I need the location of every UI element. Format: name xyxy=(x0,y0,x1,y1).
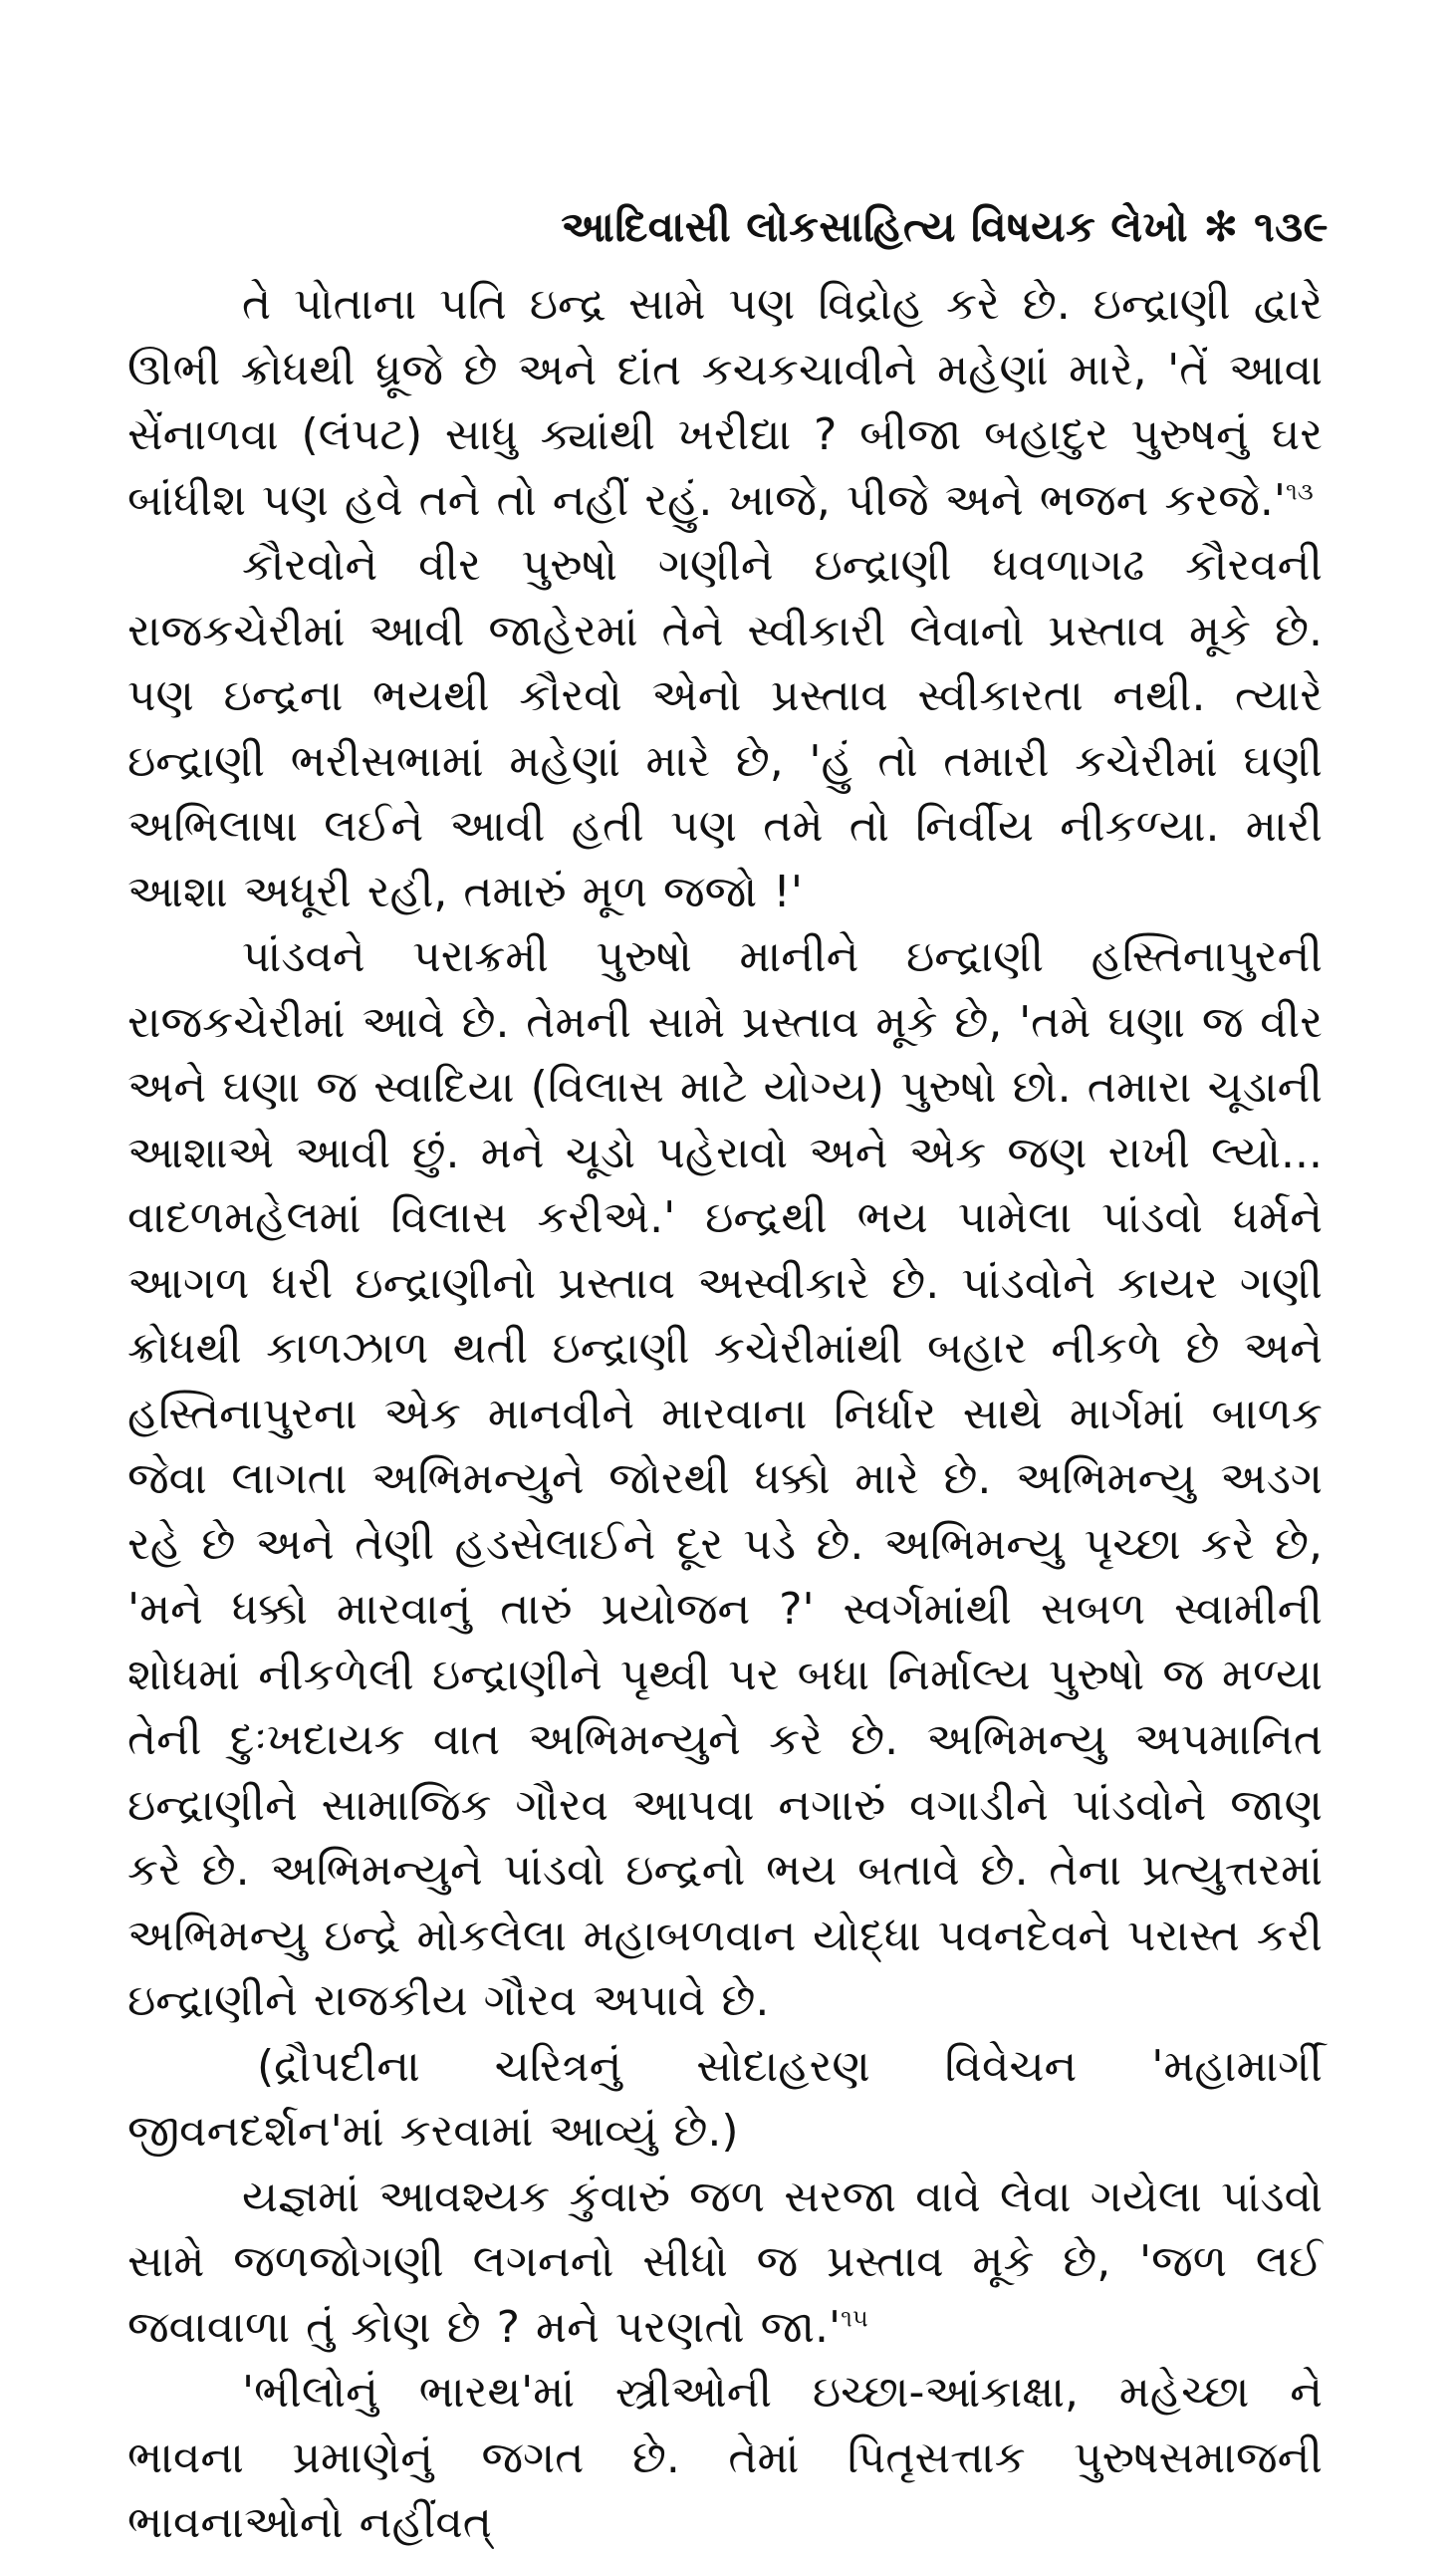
paragraph-text: પાંડવને પરાક્રમી પુરુષો માનીને ઇન્દ્રાણી હસ્તિનાપુરની રાજકચેરીમાં આવે છે. તેમની સામે પ્રસ્તાવ મૂકે છે, 'તમે ઘણા જ વીર અને ઘણા જ સ્વાદિયા (વિલાસ માટે યોગ્ય) પુરુષો છો. તમારા ચૂડાની આશાએ આવી છું. મને ચૂડો પહેરાવો અને એક જણ રાખી લ્યો... વાદળમહેલમાં વિલાસ કરીએ.' ઇન્દ્રથી ભય પામેલા પાંડવો ધર્મને આગળ ધરી ઇન્દ્રાણીનો પ્રસ્તાવ અસ્વીકારે છે. પાંડવોને કાયર ગણી ક્રોધથી કાળઝાળ થતી ઇન્દ્રાણી કચેરીમાંથી બહાર નીકળે છે અને હસ્તિનાપુરના એક માનવીને મારવાના નિર્ધાર સાથે માર્ગમાં બાળક જેવા લાગતા અભિમન્યુને જોરથી ધક્કો મારે છે. અભિમન્યુ અડગ રહે છે અને તેણી હડસેલાઈને દૂર પડે છે. અભિમન્યુ પૃચ્છા કરે છે, 'મને ધક્કો મારવાનું તારું પ્રયોજન ?' સ્વર્ગમાંથી સબળ સ્વામીની શોધમાં નીકળેલી ઇન્દ્રાણીને પૃથ્વી પર બધા નિર્માલ્ય પુરુષો જ મળ્યા તેની દુઃખદાયક વાત અભિમન્યુને કરે છે. અભિમન્યુ અપમાનિત ઇન્દ્રાણીને સામાજિક ગૌરવ આપવા નગારું વગાડીને પાંડવોને જાણ કરે છે. અભિમન્યુને પાંડવો ઇન્દ્રનો ભય બતાવે છે. તેના પ્રત્યુત્તરમાં અભિમન્યુ ઇન્દ્રે મોકલેલા મહાબળવાન યોદ્ધા પવનદેવને પરાસ્ત કરી ઇન્દ્રાણીને રાજકીય ગૌરવ અપાવે છે. xyxy=(127,931,1323,2026)
paragraph-indra-rebellion xyxy=(127,272,1323,533)
paragraph-draupadi-note xyxy=(127,2034,1323,2165)
paragraph-text: તે પોતાના પતિ ઇન્દ્ર સામે પણ વિદ્રોહ કરે છે. ઇન્દ્રાણી દ્વારે ઊભી ક્રોધથી ધ્રૂજે છે અને દાંત કચકચાવીને મહેણાં મારે, 'તેં આવા સેંનાળવા (લંપટ) સાધુ ક્યાંથી ખરીદ્યા ? બીજા બહાદુર પુરુષનું ઘર બાંધીશ પણ હવે તને તો નહીં રહું. ખાજે, પીજે અને ભજન કરજે.' xyxy=(127,279,1323,526)
paragraph-bhilo-nu-bharath xyxy=(127,2360,1323,2556)
paragraph-text: 'ભીલોનું ભારથ'માં સ્ત્રીઓની ઇચ્છા-આંકાક્ષા, મહેચ્છા ને ભાવના પ્રમાણેનું જગત છે. તેમાં પિતૃસત્તાક પુરુષસમાજની ભાવનાઓનો નહીંવત્ xyxy=(127,2367,1323,2548)
paragraph-text: યજ્ઞમાં આવશ્યક કુંવારું જળ સરજા વાવે લેવા ગયેલા પાંડવો સામે જળજોગણી લગનનો સીધો જ પ્રસ્તાવ મૂકે છે, 'જળ લઈ જવાવાળા તું કોણ છે ? મને પરણતો જા.' xyxy=(127,2171,1323,2353)
paragraph-jaljogani xyxy=(127,2165,1323,2361)
paragraph-text: (દ્રૌપદીના ચરિત્રનું સોદાહરણ વિવેચન 'મહામાર્ગી જીવનદર્શન'માં કરવામાં આવ્યું છે.) xyxy=(127,2040,1323,2157)
paragraph-text: કૌરવોને વીર પુરુષો ગણીને ઇન્દ્રાણી ધવળાગઢ કૌરવની રાજકચેરીમાં આવી જાહેરમાં તેને સ્વીકારી લેવાનો પ્રસ્તાવ મૂકે છે. પણ ઇન્દ્રના ભયથી કૌરવો એનો પ્રસ્તાવ સ્વીકારતા નથી. ત્યારે ઇન્દ્રાણી ભરીસભામાં મહેણાં મારે છે, 'હું તો તમારી કચેરીમાં ઘણી અભિલાષા લઈને આવી હતી પણ તમે તો નિર્વીય નીકળ્યા. મારી આશા અધૂરી રહી, તમારું મૂળ જજો !' xyxy=(127,540,1323,917)
paragraph-pandava-court xyxy=(127,924,1323,2034)
footnote-marker: ૧૫ xyxy=(841,2303,868,2332)
footnote-marker: ૧૩ xyxy=(1285,476,1314,505)
paragraph-kaurava-court xyxy=(127,533,1323,924)
body-text xyxy=(127,272,1323,2556)
running-header: આદિવાસી લોકસાહિત્ય વિષયક લેખો ✻ ૧૩૯ xyxy=(561,202,1329,251)
